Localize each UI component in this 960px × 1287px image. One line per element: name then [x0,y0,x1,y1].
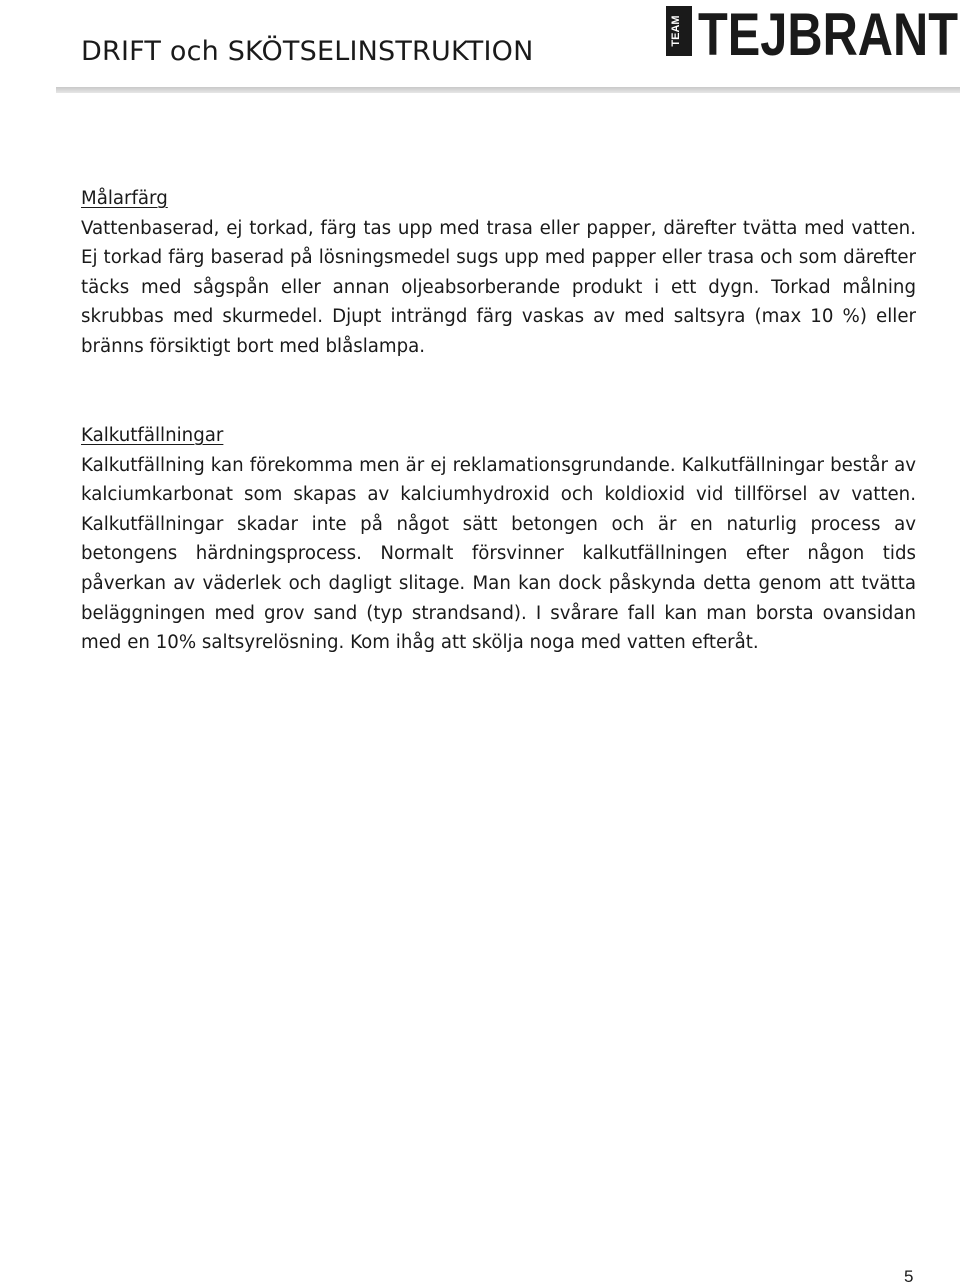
section-malarfarg [81,184,916,362]
page-number: 5 [904,1267,914,1286]
document-title: DRIFT och SKÖTSELINSTRUKTION [81,36,534,67]
section-heading: Målarfärg [81,188,168,209]
section-heading: Kalkutfällningar [81,425,224,446]
section-paragraph: Vattenbaserad, ej torkad, färg tas upp med trasa eller papper, därefter tvätta med vatten. Ej torkad färg baserad på lösningsmedel sugs upp med papper eller trasa och som därefter täcks med sågspån eller annan oljeabsorberande produkt i ett dygn. Torkad målning skrubbas med skurmedel. Djupt inträngd färg vaskas av med saltsyra (max 10 %) eller bränns försiktigt bort med blåslampa. [81,217,916,357]
section-paragraph: Kalkutfällning kan förekomma men är ej reklamationsgrundande. Kalkutfällningar består av kalciumkarbonat som skapas av kalciumhydroxid och koldioxid vid tillförsel av vatten. Kalkutfällningar skadar inte på något sätt betongen och är en naturlig process av betongens härdningsprocess. Normalt försvinner kalkutfällningen efter någon tids påverkan av väderlek och dagligt slitage. Man kan dock påskynda detta genom att tvätta beläggningen med grov sand (typ strandsand). I svårare fall kan man borsta ovansidan med en 10% saltsyrelösning. Kom ihåg att skölja noga med vatten efteråt. [81,454,916,654]
header-divider [56,87,960,93]
team-tejbrant-logo [666,2,960,60]
svg-text:TEJBRANT: TEJBRANT [698,2,958,60]
svg-text:TEAM: TEAM [670,15,682,47]
section-kalkutfallningar [81,421,916,658]
